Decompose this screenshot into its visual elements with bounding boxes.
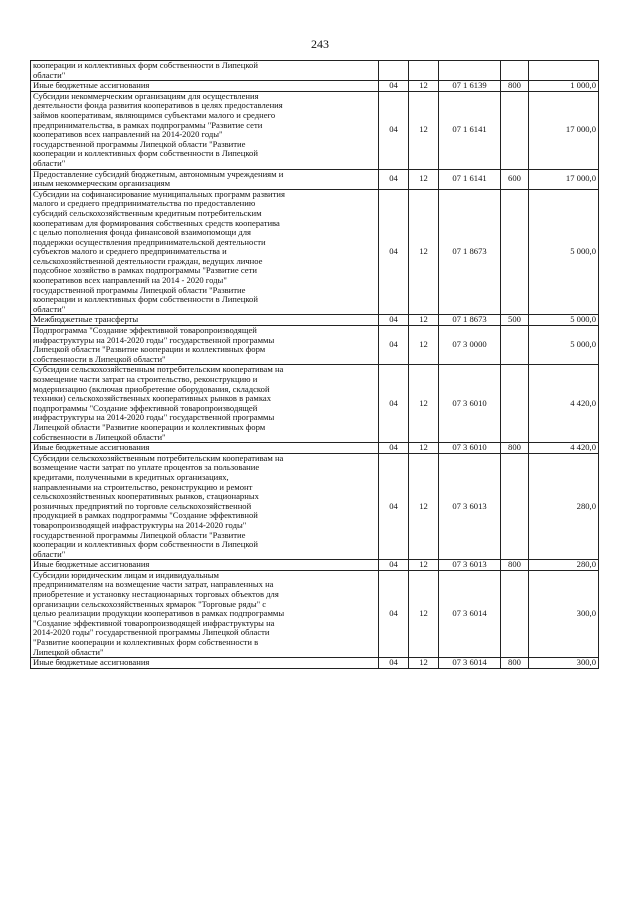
- row-amount: 5 000,0: [529, 315, 599, 326]
- row-ministry-code: 04: [379, 560, 409, 571]
- row-amount: 5 000,0: [529, 189, 599, 315]
- row-section-code: 12: [409, 189, 439, 315]
- table-row: [31, 326, 599, 365]
- row-ministry-code: 04: [379, 315, 409, 326]
- table-row: [31, 169, 599, 189]
- row-description: Субсидии сельскохозяйственным потребительским кооперативам на возмещение части затрат на строительство, реконструкцию и модернизацию (включая приобретение оборудования, складской техники) сельскохозяйственных кооперативных рынков в рамках подпрограммы "Создание эффективной товаропроизводящей инфраструктуры на 2014-2020 годы" государственной программы Липецкой области "Развитие кооперации и коллективных форм собственности в Липецкой области": [31, 365, 379, 443]
- row-section-code: 12: [409, 81, 439, 92]
- row-target-article: 07 1 6141: [439, 91, 501, 169]
- row-ministry-code: 04: [379, 91, 409, 169]
- row-expense-type: [501, 61, 529, 81]
- row-amount: 17 000,0: [529, 91, 599, 169]
- row-target-article: [439, 61, 501, 81]
- table-row: [31, 81, 599, 92]
- table-row: [31, 315, 599, 326]
- row-description: Иные бюджетные ассигнования: [31, 81, 379, 92]
- row-ministry-code: 04: [379, 326, 409, 365]
- budget-table: [30, 60, 599, 669]
- row-description: Подпрограмма "Создание эффективной товаропроизводящей инфраструктуры на 2014-2020 годы" государственной программы Липецкой области "Развитие кооперации и коллективных форм собственности в Липецкой области": [31, 326, 379, 365]
- row-amount: 280,0: [529, 560, 599, 571]
- row-section-code: 12: [409, 326, 439, 365]
- table-row: [31, 189, 599, 315]
- row-description: Иные бюджетные ассигнования: [31, 443, 379, 454]
- row-description: Иные бюджетные ассигнования: [31, 560, 379, 571]
- row-section-code: 12: [409, 560, 439, 571]
- row-ministry-code: 04: [379, 570, 409, 657]
- table-body: [31, 61, 599, 669]
- row-ministry-code: 04: [379, 658, 409, 669]
- row-description: Субсидии некоммерческим организациям для осуществления деятельности фонда развития кооперативов в целях предоставления займов кооперативам, являющимся субъектами малого и среднего предпринимательства, в рамках подпрограммы "Развитие сети кооперативов всех направлений на 2014-2020 годы" государственной программы Липецкой области "Развитие кооперации и коллективных форм собственности в Липецкой области": [31, 91, 379, 169]
- table-row: [31, 91, 599, 169]
- row-amount: 1 000,0: [529, 81, 599, 92]
- row-section-code: 12: [409, 91, 439, 169]
- row-expense-type: [501, 189, 529, 315]
- row-description: Межбюджетные трансферты: [31, 315, 379, 326]
- row-target-article: 07 3 6013: [439, 453, 501, 560]
- row-target-article: 07 3 6010: [439, 443, 501, 454]
- row-ministry-code: 04: [379, 453, 409, 560]
- row-expense-type: 500: [501, 315, 529, 326]
- row-amount: 5 000,0: [529, 326, 599, 365]
- row-expense-type: [501, 91, 529, 169]
- row-amount: 4 420,0: [529, 443, 599, 454]
- row-section-code: 12: [409, 169, 439, 189]
- row-target-article: 07 3 6013: [439, 560, 501, 571]
- row-amount: 300,0: [529, 658, 599, 669]
- row-target-article: 07 3 0000: [439, 326, 501, 365]
- row-expense-type: 800: [501, 560, 529, 571]
- row-description: Субсидии юридическим лицам и индивидуальным предпринимателям на возмещение части затрат, направленных на приобретение и установку нестационарных торговых объектов для организации сельскохозяйственных ярмарок "Торговые ряды" с целью реализации продукции кооперативов в рамках подпрограммы "Создание эффективной товаропроизводящей инфраструктуры на 2014-2020 годы" государственной программы Липецкой области "Развитие кооперации и коллективных форм собственности в Липецкой области": [31, 570, 379, 657]
- row-amount: 300,0: [529, 570, 599, 657]
- row-expense-type: 800: [501, 81, 529, 92]
- row-target-article: 07 3 6014: [439, 570, 501, 657]
- table-row: [31, 443, 599, 454]
- table-row: [31, 560, 599, 571]
- row-amount: 4 420,0: [529, 365, 599, 443]
- row-section-code: 12: [409, 315, 439, 326]
- row-description: Предоставление субсидий бюджетным, автономным учреждениям и иным некоммерческим организациям: [31, 169, 379, 189]
- row-expense-type: 600: [501, 169, 529, 189]
- row-ministry-code: [379, 61, 409, 81]
- row-amount: 280,0: [529, 453, 599, 560]
- row-target-article: 07 3 6014: [439, 658, 501, 669]
- row-expense-type: [501, 365, 529, 443]
- page-number: 243: [311, 37, 329, 51]
- row-section-code: 12: [409, 658, 439, 669]
- row-ministry-code: 04: [379, 443, 409, 454]
- table-row: [31, 365, 599, 443]
- table-row: [31, 61, 599, 81]
- row-section-code: 12: [409, 453, 439, 560]
- row-section-code: [409, 61, 439, 81]
- row-description: Субсидии сельскохозяйственным потребительским кооперативам на возмещение части затрат по уплате процентов за пользование кредитами, полученными в кредитных организациях, направленными на строительство, реконструкцию и ремонт сельскохозяйственных кооперативных рынков, стационарных розничных предприятий по торговле сельскохозяйственной продукцией в рамках подпрограммы "Создание эффективной товаропроизводящей инфраструктуры на 2014-2020 годы" государственной программы Липецкой области "Развитие кооперации и коллективных форм собственности в Липецкой области": [31, 453, 379, 560]
- row-section-code: 12: [409, 365, 439, 443]
- row-expense-type: [501, 453, 529, 560]
- row-target-article: 07 1 8673: [439, 315, 501, 326]
- row-target-article: 07 1 6139: [439, 81, 501, 92]
- row-expense-type: 800: [501, 658, 529, 669]
- table-row: [31, 453, 599, 560]
- row-expense-type: [501, 570, 529, 657]
- row-target-article: 07 1 6141: [439, 169, 501, 189]
- row-target-article: 07 1 8673: [439, 189, 501, 315]
- row-description: кооперации и коллективных форм собственности в Липецкой области": [31, 61, 379, 81]
- row-section-code: 12: [409, 443, 439, 454]
- row-ministry-code: 04: [379, 81, 409, 92]
- row-expense-type: 800: [501, 443, 529, 454]
- table-row: [31, 570, 599, 657]
- row-expense-type: [501, 326, 529, 365]
- row-target-article: 07 3 6010: [439, 365, 501, 443]
- row-section-code: 12: [409, 570, 439, 657]
- row-description: Иные бюджетные ассигнования: [31, 658, 379, 669]
- row-ministry-code: 04: [379, 189, 409, 315]
- row-description: Субсидии на софинансирование муниципальных программ развития малого и среднего предпринимательства по предоставлению субсидий сельскохозяйственным кредитным потребительским кооперативам для формирования собственных средств кооператива с целью пополнения фонда финансовой взаимопомощи для поддержки осуществления предпринимательской деятельности субъектов малого и среднего предпринимательства и сельскохозяйственной деятельности граждан, ведущих личное подсобное хозяйство в рамках подпрограммы "Развитие сети кооперативов всех направлений на 2014 - 2020 годы" государственной программы Липецкой области "Развитие кооперации и коллективных форм собственности в Липецкой области": [31, 189, 379, 315]
- table-row: [31, 658, 599, 669]
- row-ministry-code: 04: [379, 169, 409, 189]
- row-amount: 17 000,0: [529, 169, 599, 189]
- row-ministry-code: 04: [379, 365, 409, 443]
- row-amount: [529, 61, 599, 81]
